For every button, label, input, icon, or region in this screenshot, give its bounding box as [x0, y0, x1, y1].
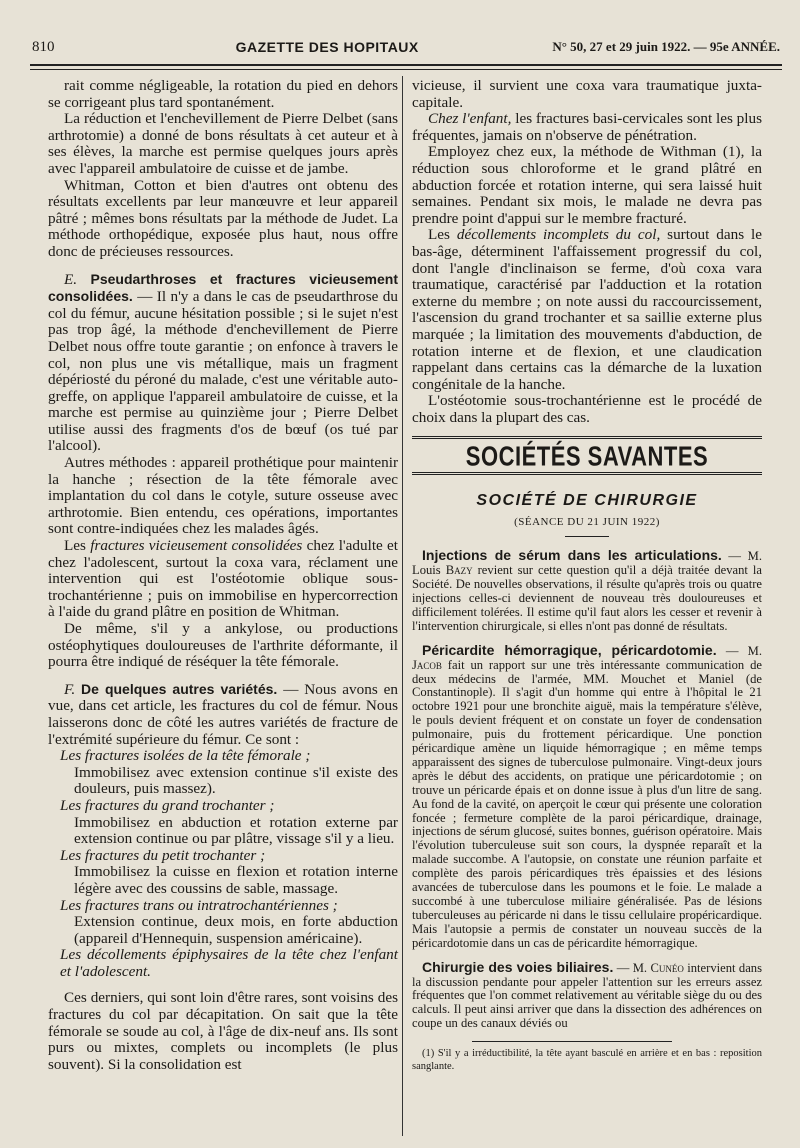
footnote: (1) S'il y a irréductibilité, la tête ayant basculé en arrière et en bas : reposition sanglante.: [412, 1048, 762, 1072]
section-letter: E.: [64, 270, 78, 288]
paragraph: Whitman, Cotton et bien d'autres ont obtenu des résultats excellents par leur manœuvre et leur appareil pâtré ; mêmes bons résultats par la méthode de Judet. La méthode orthopédique, exposée plus haut, nous offre donc de précieuses ressources.: [48, 176, 398, 260]
communication: [412, 641, 762, 951]
page-header: [32, 34, 780, 60]
paragraph: L'ostéotomie sous-trochantérienne est le procédé de choix dans la plupart des cas.: [412, 392, 762, 426]
footnote-rule: [472, 1041, 672, 1042]
text: Les: [64, 537, 91, 555]
right-column: [412, 78, 762, 1073]
text: — M.: [613, 960, 651, 975]
page-number: 810: [32, 38, 55, 55]
paragraph: [412, 227, 762, 393]
section-text: — Il n'y a dans le cas de pseudarthrose du col du fémur, aucune hésitation possible ; si le sujet n'est pas trop âgé, la méthode d'enchevillement de Pierre Delbet nous offre toute garantie ; on enfonce à travers le col, non plus une vis métallique, mais un fragment dépériosté du péroné du malade, c'est une véritable auto-greffe, on applique l'appareil ambulatoire de cuisse, et la marche est permise au quinzième jour ; Pierre Delbet utilise aussi des fragments d'os de bœuf (os tué par l'alcool).: [48, 288, 398, 455]
section-rule: [412, 472, 762, 475]
emphasis: fractures vicieusement consolidées: [90, 537, 303, 555]
proceedings: [412, 549, 762, 1031]
paragraph: De même, s'il y a ankylose, ou productions ostéophytiques douloureuses de l'arthrite déformante, il pourra être indiqué de réséquer la tête fémorale.: [48, 620, 398, 671]
text: revient sur cette question qu'il a déjà traitée devant la Société. De nouvelles observations, il résulte qu'après trois ou quatre injections celles-ci deviennent de nouveau très douloureuses et difficilement tolérées. Il estime qu'il faut alors les cesser et revenir à l'intervention chirurgicale, si elles n'ont pas donné de résultats.: [412, 563, 763, 633]
paragraph: rait comme négligeable, la rotation du pied en dehors se corrigeant plus tard spontanément.: [48, 77, 398, 111]
paragraph: Employez chez eux, la méthode de Withman (1), la réduction sous chloroforme et le grand plâtré en abduction forcée et rotation interne, qui sera laissé huit semaines. Pendant six mois, le malade ne devra pas prendre point d'appui sur le membre fracturé.: [412, 143, 762, 227]
section-rule: [412, 436, 762, 439]
text: surtout dans le bas-âge, déterminent l'affaissement progressif du col, dont l'angle d'inclinaison se ferme, d'où coxa vara traumatique, caractérisé par l'adduction et la rotation externe du membre ; on note aussi du raccourcissement, l'ascension du grand trochanter et sa saillie externe plus marquée ; la limitation des mouvements d'abduction, de rotation interne et de flexion, et une claudication rappelant dans certains cas la démarche de la luxation congénitale de la hanche.: [412, 226, 762, 393]
emphasis: décollements incomplets du col,: [456, 226, 661, 244]
issue-info: N° 50, 27 et 29 juin 1922. — 95e ANNÉE.: [552, 39, 780, 54]
communication-title: Péricardite hémorragique, péricardotomie.: [422, 641, 717, 658]
communication: [412, 549, 762, 633]
variety-text: Immobilisez avec extension continue s'il existe des douleurs, puis massez).: [74, 763, 398, 798]
author-name: Cunéo: [650, 960, 684, 975]
paragraph: Ces derniers, qui sont loin d'être rares, sont voisins des fractures du col par décapitation. On sait que la tête fémorale se soude au col, à l'âge de dix-neuf ans. Ils sont purs ou mixtes, complets ou incomplets (le plus souvent). Si la consolidation est: [48, 989, 398, 1073]
section-text: — Nous avons en vue, dans cet article, les fractures du col de fémur. Nous laisserons donc de côté les autres variétés de fracture de l'extrémité supérieure du fémur. Ce sont :: [48, 680, 398, 748]
header-rule-thin: [30, 69, 782, 70]
variety-title: Les fractures isolées de la tête fémorale ;: [60, 747, 311, 765]
text: chez l'adulte et chez l'adolescent, surtout la coxa vara, réclament une intervention qui est l'ostéotomie oblique sous-trochantérienne ; puis on immobilise en hypercorrection à l'aide du grand plâtre en position de Whitman.: [48, 537, 399, 621]
variety-text: Immobilisez la cuisse en flexion et rotation interne légère avec des coussins de sable, massage.: [74, 863, 398, 897]
paragraph: [48, 538, 398, 621]
text: Les: [428, 226, 457, 244]
text: les fractures basi-cervicales sont les plus fréquentes, jamais on n'observe de pénétration.: [412, 110, 762, 144]
section-f: [48, 681, 398, 748]
paragraph: [412, 111, 762, 144]
communication-title: Injections de sérum dans les articulations.: [422, 547, 722, 564]
paragraph: Autres méthodes : appareil prothétique pour maintenir la hanche ; résection de la tête fémorale avec implantation du col dans le cotyle, suture osseuse avec arthrotomie. Bien entendu, ces opérations, importantes sont contre-indiquées chez les malades âgés.: [48, 454, 398, 538]
section-heading: SOCIÉTÉS SAVANTES: [465, 441, 709, 473]
communication: [412, 958, 762, 1032]
society-heading: SOCIÉTÉ DE CHIRURGIE: [476, 492, 698, 510]
section-title: Pseudarthroses et fractures vicieusement consolidées.: [48, 270, 398, 305]
text: fait un rapport sur une très intéressante communication de deux médecins de l'armée, MM. Mouchet et Maniel (de Constantinople). Il s'agit d'un homme qui entre à l'hôpital le 21 octobre 1921 pour une bronchite aiguë, mais la température s'élève, le pouls devient fréquent et on constate un foyer de condensation pulmonaire, puis du frottement péricardique. Une ponction péricardique amène un liquide hémorragique ; en même temps apparaissent des signes de tuberculose pulmonaire. Vingt-deux jours après le début des accidents, on pratique une péricardotomie ; on trouve un péricarde épais et on donne issue à plus d'un litre de sang. Au fond de la cavité, on aperçoit le cœur qui présente une coloration foncée ; fermeture complète de la paroi péricardique, drainage, injections de sérum glucosé, suites bonnes, guérison opératoire. Mais l'évolution tuberculeuse suit son cours, la dyspnée reparaît et la malade succombe. A l'autopsie, on constate une réunion parfaite et complète des parois péricardiques très épaissies et des lésions avancées de tuberculose dans les poumons et le foie. Le malade a succombé à une tuberculose miliaire généralisée. Pas de lésions tuberculeuses au péricarde ni dans le tissu cellulaire propéricardique. Mais l'autopsie a permis de constater un nouveau succès de la péricardotomie dans un cas de péricardite hémorragique.: [412, 657, 762, 950]
variety-title: Les fractures du petit trochanter ;: [60, 846, 266, 864]
communication-title: Chirurgie des voies biliaires.: [422, 958, 614, 975]
emphasis: Chez l'enfant,: [428, 110, 512, 128]
paragraph: vicieuse, il survient une coxa vara traumatique juxta-capitale.: [412, 77, 762, 111]
journal-title: GAZETTE DES HOPITAUX: [235, 39, 419, 55]
section-title: De quelques autres variétés.: [81, 680, 278, 697]
author-name: Jacob: [412, 657, 442, 672]
column-separator: [402, 76, 403, 1136]
variety-title: Les fractures du grand trochanter ;: [60, 796, 275, 814]
section-letter: F.: [64, 680, 76, 698]
text: intervient dans la discussion pendante pour appeler l'attention sur les erreurs assez fréquentes que l'on commet relativement au véritable siège du ou des calculs. Il peut ainsi arriver que dans la dissection des adhérences on coupe un des canaux déviés ou: [412, 960, 762, 1031]
variety-title: Les décollements épiphysaires de la tête chez l'enfant et l'adolescent.: [60, 946, 398, 980]
variety-text: Immobilisez en abduction et rotation externe par extension continue ou par plâtre, vissage s'il y a lieu.: [74, 813, 398, 848]
section-e: [48, 271, 398, 456]
short-rule: [565, 536, 609, 537]
left-column: [48, 78, 398, 1073]
variety-text: Extension continue, deux mois, en forte abduction (appareil d'Hennequin, suspension américaine).: [74, 913, 398, 947]
text: — M.: [716, 643, 762, 658]
text: — M. Louis: [412, 549, 763, 578]
header-rule: [30, 64, 782, 66]
session-date: (SÉANCE DU 21 JUIN 1922): [514, 515, 660, 528]
author-name: Bazy: [445, 563, 473, 578]
paragraph: La réduction et l'enchevillement de Pierre Delbet (sans arthrotomie) a donné de bons résultats à cet auteur et à ses élèves, la marche est permise quelques jours après avec l'appareil ambulatoire de cuisse et de jambe.: [48, 110, 398, 177]
variety-title: Les fractures trans ou intratrochantériennes ;: [60, 896, 338, 914]
